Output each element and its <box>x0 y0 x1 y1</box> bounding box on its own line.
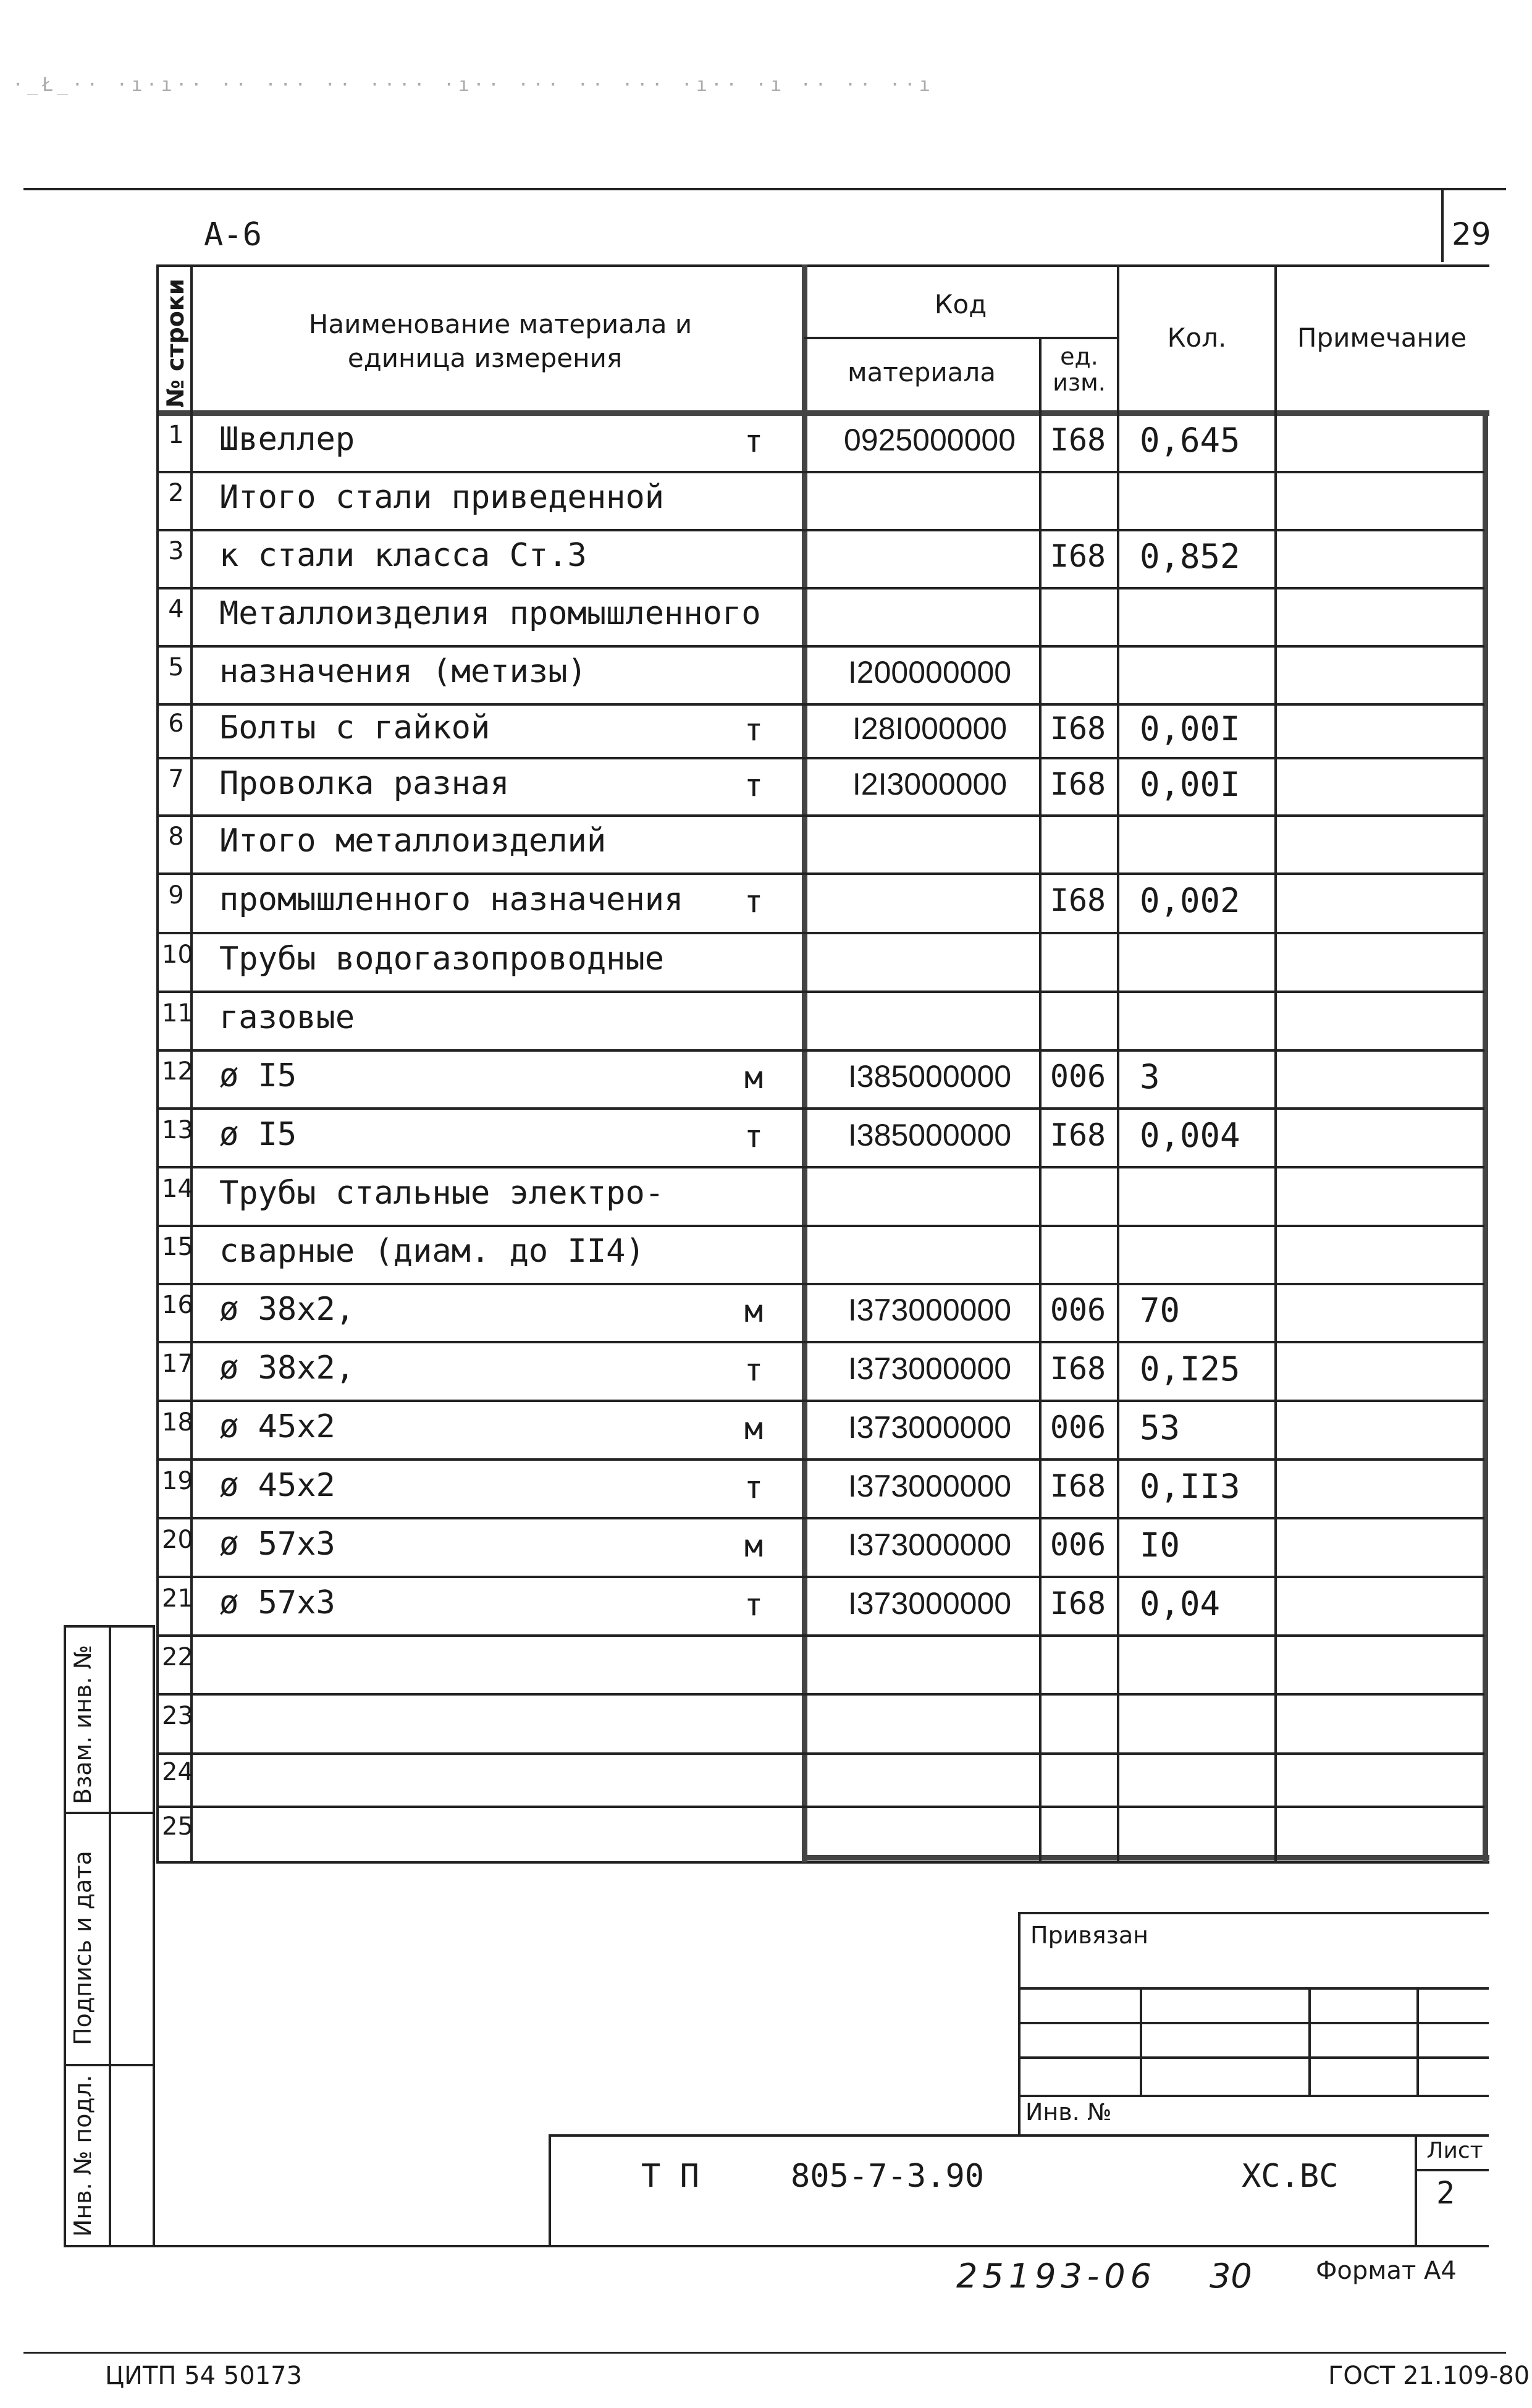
row-material-code: I28I000000 <box>852 711 1008 746</box>
row-separator <box>156 1107 1484 1110</box>
row-name: Итого металлоизделий <box>219 822 607 860</box>
row-unit-code: I68 <box>1050 766 1106 802</box>
row-number: 21 <box>162 1584 193 1613</box>
handwritten-page: 30 <box>1210 2257 1252 2296</box>
row-unit: т <box>744 767 764 803</box>
row-quantity: 0,I25 <box>1140 1349 1240 1388</box>
row-name: назначения (метизы) <box>219 653 587 690</box>
row-unit-code: I68 <box>1050 1117 1106 1153</box>
side-stamp-top <box>64 1625 154 1628</box>
row-unit-code: I68 <box>1050 882 1106 918</box>
row-separator <box>156 932 1484 934</box>
row-material-code: 0925000000 <box>843 423 1016 457</box>
row-separator <box>156 587 1484 589</box>
row-separator <box>156 1517 1484 1519</box>
stamp-left <box>549 2134 551 2245</box>
top-rule <box>23 188 1506 190</box>
row-unit-code: I68 <box>1050 710 1106 746</box>
row-number: 22 <box>162 1642 193 1671</box>
unit-header-line2: изм. <box>1053 369 1106 396</box>
row-unit: т <box>744 711 764 748</box>
row-number: 6 <box>168 709 184 738</box>
row-number: 25 <box>162 1812 193 1841</box>
row-name: ø I5 <box>219 1115 297 1153</box>
row-quantity: 0,II3 <box>1140 1466 1240 1506</box>
row-number: 8 <box>168 822 184 851</box>
side-stamp-div1 <box>64 1812 154 1814</box>
side-stamp-div2 <box>64 2064 154 2066</box>
row-separator <box>156 471 1484 473</box>
row-quantity: 0,645 <box>1140 421 1240 460</box>
row-unit: т <box>744 1351 764 1388</box>
side-stamp-left <box>64 1625 66 2246</box>
privyazan-col-1 <box>1140 1987 1142 2095</box>
row-unit: м <box>744 1410 764 1447</box>
row-number: 13 <box>162 1115 193 1144</box>
row-material-code: I373000000 <box>848 1468 1012 1503</box>
row-unit-code: I68 <box>1050 538 1106 574</box>
stamp-bottom <box>64 2245 1489 2247</box>
inv-no-label: Инв. № <box>1025 2098 1112 2126</box>
sheet-code: А-6 <box>204 216 262 253</box>
row-number: 12 <box>162 1057 193 1086</box>
row-name: Трубы водогазопроводные <box>219 940 665 978</box>
table-top-border <box>156 264 1489 267</box>
name-header-line1: Наименование материала и <box>308 309 692 339</box>
row-material-code: I200000000 <box>848 655 1012 690</box>
row-separator <box>156 1400 1484 1402</box>
row-separator <box>156 1341 1484 1343</box>
row-unit-code: I68 <box>1050 1468 1106 1504</box>
side-stamp-right <box>153 1625 155 2246</box>
row-name: ø 38х2, <box>219 1291 355 1328</box>
row-unit-code: 006 <box>1050 1058 1106 1094</box>
row-number: 19 <box>162 1466 193 1495</box>
row-number: 11 <box>162 999 193 1028</box>
row-quantity: I0 <box>1140 1525 1181 1565</box>
row-separator <box>156 1576 1484 1578</box>
row-quantity: 53 <box>1140 1408 1181 1447</box>
list-label: Лист <box>1426 2138 1483 2163</box>
row-quantity: 0,002 <box>1140 881 1240 920</box>
row-separator <box>156 1225 1484 1227</box>
row-number: 3 <box>168 537 184 565</box>
page-number-divider <box>1441 188 1444 262</box>
note-header: Примечание <box>1297 323 1467 353</box>
code-subheader-line <box>804 337 1118 339</box>
side-stamp-mid <box>109 1625 111 2246</box>
row-unit: м <box>744 1527 764 1564</box>
scan-marks: ·_Ł_·· ·ı·ı·· ·· ··· ·· ···· ·ı·· ··· ·· ··· ·ı·· ·ı ·· ·· ··ı <box>12 74 934 96</box>
row-name: ø 57х3 <box>219 1584 335 1621</box>
row-separator <box>156 872 1484 875</box>
row-name: к стали класса Ст.3 <box>219 537 587 574</box>
footer-rule <box>23 2352 1506 2354</box>
tp-label: Т П <box>641 2158 699 2195</box>
row-number: 16 <box>162 1291 193 1319</box>
row-quantity: 70 <box>1140 1291 1181 1330</box>
row-name: Итого стали приведенной <box>219 479 665 516</box>
row-separator <box>156 1166 1484 1168</box>
footer-left-code: ЦИТП 54 50173 <box>105 2362 303 2390</box>
row-name: ø 45х2 <box>219 1466 335 1504</box>
list-number: 2 <box>1436 2175 1455 2211</box>
row-material-code: I373000000 <box>848 1409 1012 1445</box>
row-unit-code: 006 <box>1050 1409 1106 1445</box>
row-unit: м <box>744 1293 764 1329</box>
table-header-bottom <box>156 410 1489 416</box>
format-label: Формат А4 <box>1316 2257 1457 2285</box>
code-header: Код <box>934 289 987 319</box>
col-line-ed <box>1117 264 1119 1862</box>
row-separator <box>156 757 1484 759</box>
qty-header: Кол. <box>1167 323 1227 353</box>
row-number: 9 <box>168 881 184 910</box>
row-unit-code: I68 <box>1050 1350 1106 1387</box>
table-bottom-thick <box>803 1855 1489 1861</box>
col-line-name <box>802 264 807 1862</box>
vzam-inv-label: Взам. инв. № <box>69 1644 96 1804</box>
row-number: 17 <box>162 1349 193 1378</box>
row-name: ø 57х3 <box>219 1525 335 1563</box>
row-name: ø 45х2 <box>219 1408 335 1445</box>
podpis-data-label: Подпись и дата <box>69 1851 96 2045</box>
row-separator <box>156 814 1484 817</box>
col-line-right <box>1483 410 1488 1862</box>
row-number: 14 <box>162 1174 193 1203</box>
row-number: 1 <box>168 421 184 449</box>
row-name: Болты с гайкой <box>219 709 490 746</box>
row-separator <box>156 1283 1484 1285</box>
row-quantity: 0,00I <box>1140 709 1240 748</box>
row-name: Швеллер <box>219 421 355 458</box>
privyazan-col-2 <box>1308 1987 1311 2095</box>
handwritten-number: 25193-06 <box>956 2257 1156 2296</box>
row-name: сварные (диам. до II4) <box>219 1233 645 1270</box>
stamp-list-divider <box>1415 2169 1489 2171</box>
row-unit: т <box>744 884 764 919</box>
row-unit-code: 006 <box>1050 1526 1106 1563</box>
page-number: 29 <box>1452 216 1491 252</box>
row-number: 10 <box>162 940 193 969</box>
row-name: газовые <box>219 999 355 1036</box>
inv-podl-label: Инв. № подл. <box>69 2074 96 2237</box>
row-unit: т <box>744 423 764 459</box>
row-unit: т <box>744 1586 764 1623</box>
row-separator <box>156 1634 1484 1637</box>
row-num-header: № строки <box>162 278 189 408</box>
row-separator <box>156 1693 1484 1696</box>
row-quantity: 0,00I <box>1140 764 1240 804</box>
row-number: 4 <box>168 595 184 623</box>
stamp-top <box>549 2134 1489 2137</box>
material-header: материала <box>847 357 996 387</box>
row-name: ø I5 <box>219 1057 297 1094</box>
row-unit: м <box>744 1060 764 1096</box>
row-number: 7 <box>168 764 184 793</box>
row-separator <box>156 1458 1484 1461</box>
row-unit: т <box>744 1469 764 1505</box>
row-quantity: 0,04 <box>1140 1584 1221 1623</box>
row-separator <box>156 991 1484 993</box>
row-number: 18 <box>162 1408 193 1437</box>
row-quantity: 0,004 <box>1140 1115 1240 1155</box>
row-number: 5 <box>168 653 184 682</box>
row-separator <box>156 645 1484 648</box>
row-name: Металлоизделия промышленного <box>219 595 761 632</box>
row-name: промышленного назначения <box>219 881 684 918</box>
row-number: 2 <box>168 479 184 507</box>
row-quantity: 0,852 <box>1140 537 1240 576</box>
row-unit-code: I68 <box>1050 422 1106 458</box>
row-unit-code: 006 <box>1050 1292 1106 1328</box>
row-name: Трубы стальные электро- <box>219 1174 665 1212</box>
row-material-code: I385000000 <box>848 1059 1012 1094</box>
unit-header-line1: ед. <box>1060 343 1098 370</box>
row-separator <box>156 529 1484 531</box>
row-material-code: I385000000 <box>848 1117 1012 1152</box>
row-number: 24 <box>162 1758 193 1786</box>
privyazan-label: Привязан <box>1030 1922 1148 1949</box>
row-separator <box>156 1752 1484 1755</box>
row-material-code: I2I3000000 <box>852 766 1008 801</box>
row-number: 15 <box>162 1233 193 1261</box>
doc-code: ХС.ВС <box>1242 2158 1339 2195</box>
stamp-list-left <box>1415 2134 1417 2245</box>
row-unit: т <box>744 1118 764 1154</box>
project-number: 805-7-3.90 <box>791 2158 985 2195</box>
footer-right-code: ГОСТ 21.109-80 <box>1328 2362 1530 2390</box>
row-number: 23 <box>162 1702 193 1730</box>
row-separator <box>156 1049 1484 1052</box>
row-material-code: I373000000 <box>848 1293 1012 1327</box>
privyazan-top <box>1018 1912 1489 1914</box>
row-name: ø 38х2, <box>219 1349 355 1387</box>
row-material-code: I373000000 <box>848 1351 1012 1386</box>
row-material-code: I373000000 <box>848 1586 1012 1621</box>
row-separator <box>156 703 1484 706</box>
row-name: Проволка разная <box>219 764 510 802</box>
privyazan-grid-4 <box>1018 2095 1489 2097</box>
row-material-code: I373000000 <box>848 1527 1012 1562</box>
row-unit-code: I68 <box>1050 1585 1106 1621</box>
col-line-left <box>156 264 159 1862</box>
row-quantity: 3 <box>1140 1057 1160 1096</box>
privyazan-col-3 <box>1416 1987 1419 2095</box>
name-header-line2: единица измерения <box>347 343 623 373</box>
table-bottom-border <box>156 1861 1489 1864</box>
row-separator <box>156 1806 1484 1808</box>
row-number: 20 <box>162 1525 193 1554</box>
